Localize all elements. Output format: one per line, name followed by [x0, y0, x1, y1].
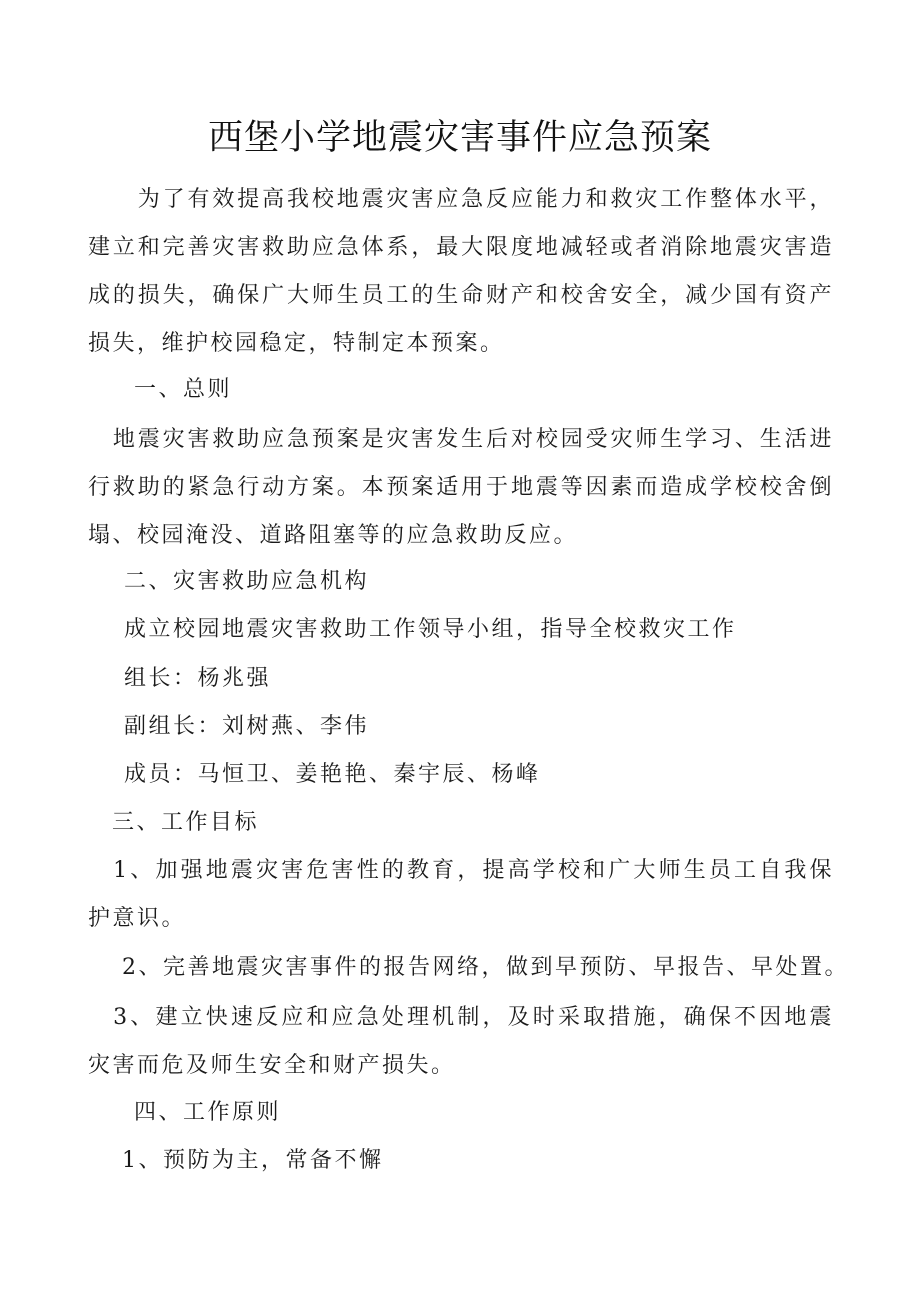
- document-title: 西堡小学地震灾害事件应急预案: [207, 118, 712, 158]
- section-2-leader: 组长：杨兆强: [124, 666, 272, 691]
- section-3-heading: 三、工作目标: [112, 810, 260, 835]
- intro-paragraph: 为了有效提高我校地震灾害应急反应能力和救灾工作整体水平，建立和完善灾害救助应急体系，最大限度地减轻或者消除地震灾害造成的损失，确保广大师生员工的生命财产和校舍安全，减少国有资产损失，维护校园稳定，特制定本预案。: [88, 187, 834, 356]
- section-4-item-1: 1、预防为主，常备不懈: [122, 1148, 384, 1173]
- section-3-item-3: 3、建立快速反应和应急处理机制，及时采取措施，确保不因地震灾害而危及师生安全和财产损失。: [88, 1005, 834, 1078]
- section-4-heading: 四、工作原则: [134, 1100, 282, 1125]
- section-3-item-2: 2、完善地震灾害事件的报告网络，做到早预防、早报告、早处置。: [122, 955, 849, 980]
- section-1-body: 地震灾害救助应急预案是灾害发生后对校园受灾师生学习、生活进行救助的紧急行动方案。本预案适用于地震等因素而造成学校校舍倒塌、校园淹没、道路阻塞等的应急救助反应。: [88, 427, 834, 548]
- section-2-heading: 二、灾害救助应急机构: [124, 569, 370, 594]
- section-3-item-1: 1、加强地震灾害危害性的教育，提高学校和广大师生员工自我保护意识。: [88, 858, 834, 931]
- section-2-deputy: 副组长：刘树燕、李伟: [124, 714, 370, 739]
- section-1-heading: 一、总则: [134, 377, 233, 402]
- section-2-line-1: 成立校园地震灾害救助工作领导小组，指导全校救灾工作: [124, 617, 737, 642]
- section-2-members: 成员：马恒卫、姜艳艳、秦宇辰、杨峰: [124, 762, 541, 787]
